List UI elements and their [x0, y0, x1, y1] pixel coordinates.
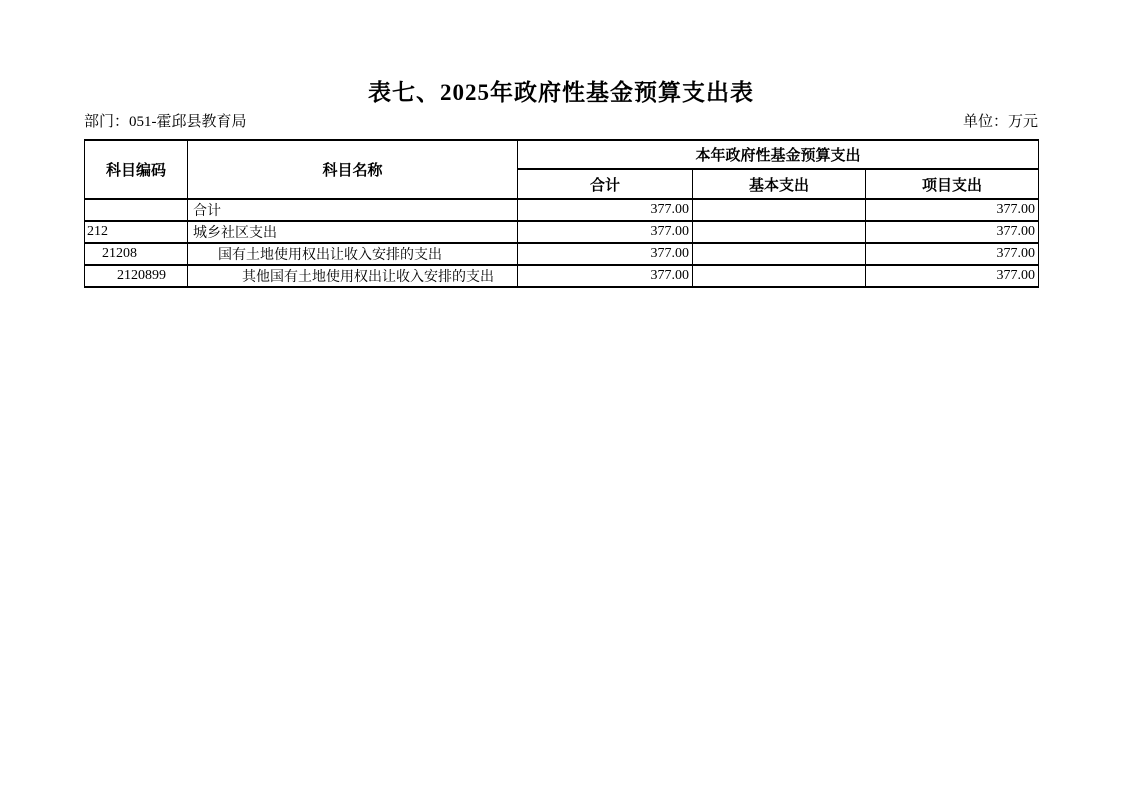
cell-code: 2120899: [85, 265, 188, 287]
cell-total: 377.00: [518, 243, 693, 265]
header-name: 科目名称: [188, 140, 518, 199]
cell-basic: [693, 265, 866, 287]
unit-label: 单位：万元: [962, 114, 1038, 130]
cell-name: 国有土地使用权出让收入安排的支出: [188, 243, 518, 265]
cell-project: 377.00: [866, 221, 1039, 243]
table-row: [85, 221, 1039, 243]
table-row: [85, 243, 1039, 265]
cell-basic: [693, 243, 866, 265]
header-project: 项目支出: [866, 169, 1039, 199]
page-title: 表七、2025年政府性基金预算支出表: [368, 80, 754, 105]
cell-total: 377.00: [518, 265, 693, 287]
cell-name: 其他国有土地使用权出让收入安排的支出: [188, 265, 518, 287]
cell-name: 合计: [188, 199, 518, 221]
header-code: 科目编码: [85, 140, 188, 199]
cell-basic: [693, 221, 866, 243]
meta-row: [84, 111, 1038, 133]
cell-name: 城乡社区支出: [188, 221, 518, 243]
table-header-row-1: [85, 140, 1039, 169]
department-label: 部门：051-霍邱县教育局: [84, 114, 247, 130]
cell-total: 377.00: [518, 221, 693, 243]
cell-code: [85, 199, 188, 221]
cell-project: 377.00: [866, 199, 1039, 221]
header-total: 合计: [518, 169, 693, 199]
cell-project: 377.00: [866, 265, 1039, 287]
cell-project: 377.00: [866, 243, 1039, 265]
cell-code: 21208: [85, 243, 188, 265]
cell-code: 212: [85, 221, 188, 243]
budget-table: [84, 139, 1039, 288]
cell-basic: [693, 199, 866, 221]
table-row: [85, 199, 1039, 221]
header-group: 本年政府性基金预算支出: [518, 140, 1039, 169]
header-basic: 基本支出: [693, 169, 866, 199]
cell-total: 377.00: [518, 199, 693, 221]
table-row: [85, 265, 1039, 287]
